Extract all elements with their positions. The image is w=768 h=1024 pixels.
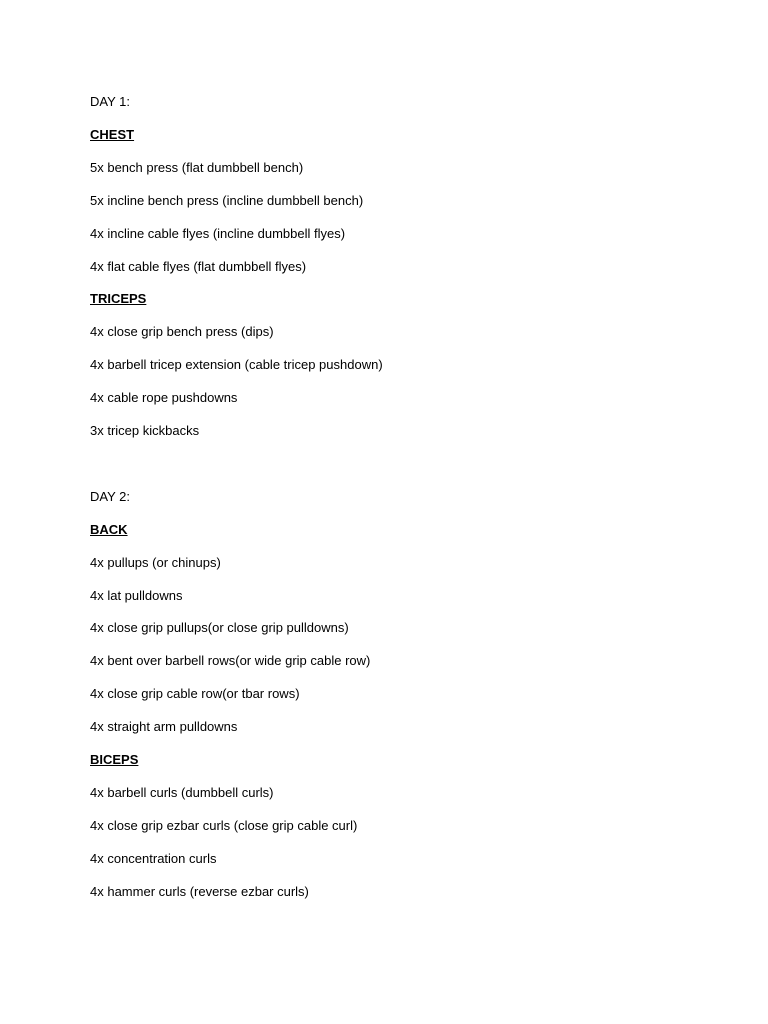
biceps-heading: BICEPS xyxy=(90,752,139,767)
list-item: 4x close grip pullups(or close grip pulldowns) xyxy=(90,620,349,635)
chest-heading: CHEST xyxy=(90,127,135,142)
list-item: 4x straight arm pulldowns xyxy=(90,719,238,734)
day-2-title: DAY 2: xyxy=(90,489,130,504)
list-item: 3x tricep kickbacks xyxy=(90,423,200,438)
list-item: 4x hammer curls (reverse ezbar curls) xyxy=(90,884,309,899)
list-item: 4x pullups (or chinups) xyxy=(90,555,221,570)
list-item: 4x cable rope pushdowns xyxy=(90,390,238,405)
list-item: 4x concentration curls xyxy=(90,851,217,866)
list-item: 5x incline bench press (incline dumbbell bench) xyxy=(90,193,364,208)
list-item: 4x lat pulldowns xyxy=(90,588,183,603)
list-item: 5x bench press (flat dumbbell bench) xyxy=(90,160,304,175)
list-item: 4x close grip cable row(or tbar rows) xyxy=(90,686,300,701)
day-1-title: DAY 1: xyxy=(90,94,130,109)
back-heading: BACK xyxy=(90,522,128,537)
list-item: 4x close grip bench press (dips) xyxy=(90,324,274,339)
triceps-heading: TRICEPS xyxy=(90,291,147,306)
list-item: 4x flat cable flyes (flat dumbbell flyes) xyxy=(90,259,307,274)
list-item: 4x bent over barbell rows(or wide grip cable row) xyxy=(90,653,371,668)
list-item: 4x barbell curls (dumbbell curls) xyxy=(90,785,274,800)
list-item: 4x barbell tricep extension (cable tricep pushdown) xyxy=(90,357,383,372)
list-item: 4x incline cable flyes (incline dumbbell flyes) xyxy=(90,226,346,241)
list-item: 4x close grip ezbar curls (close grip cable curl) xyxy=(90,818,358,833)
